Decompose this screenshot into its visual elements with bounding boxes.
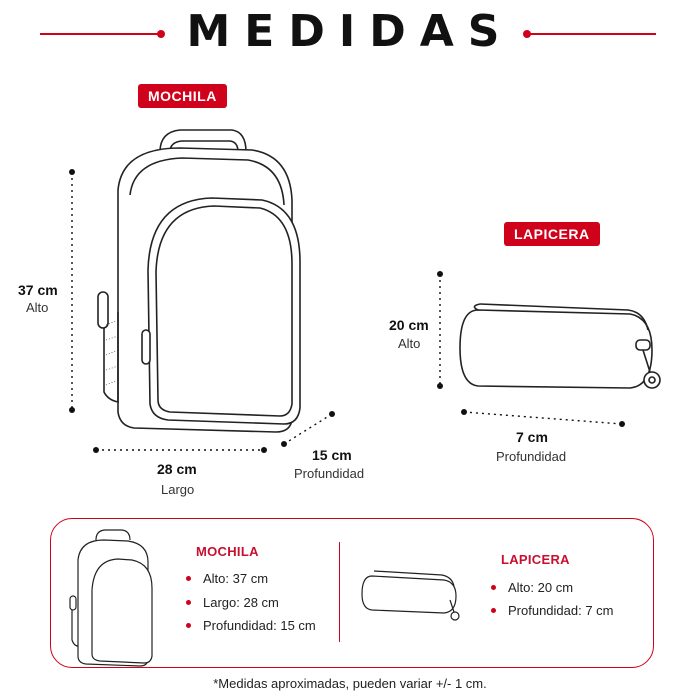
footnote: *Medidas aproximadas, pueden variar +/- 1 cm.	[213, 676, 487, 691]
summary-backpack-item	[186, 595, 279, 610]
bullet-icon	[186, 600, 191, 605]
backpack-depth-value: 15 cm	[312, 447, 352, 463]
summary-backpack-heading: MOCHILA	[196, 544, 259, 559]
pencil-depth-value: 7 cm	[516, 429, 548, 445]
backpack-height-value: 37 cm	[18, 282, 58, 298]
pencil-depth-label: Profundidad	[496, 449, 567, 464]
bullet-icon	[491, 585, 496, 590]
summary-pencil-item	[491, 580, 573, 595]
backpack-thumbnail	[70, 530, 152, 666]
summary-backpack-item	[186, 618, 316, 633]
pencil-case-tag: LAPICERA	[504, 222, 600, 246]
bullet-icon	[186, 576, 191, 581]
backpack-width-value: 28 cm	[157, 461, 197, 477]
bullet-icon	[491, 608, 496, 613]
backpack-tag: MOCHILA	[138, 84, 227, 108]
backpack-height-label: Alto	[26, 300, 49, 315]
summary-pencil-item-text: Alto: 20 cm	[508, 580, 574, 595]
backpack-depth-label: Profundidad	[294, 466, 365, 481]
bullet-icon	[186, 623, 191, 628]
pencil-thumbnail	[362, 571, 459, 620]
summary-backpack-item	[186, 571, 268, 586]
pencil-height-value: 20 cm	[389, 317, 429, 333]
summary-backpack-item-text: Alto: 37 cm	[203, 571, 269, 586]
page-title: MEDIDAS	[186, 6, 514, 57]
summary-pencil-item	[491, 603, 614, 618]
backpack-width-label: Largo	[161, 482, 195, 497]
summary-backpack-item-text: Largo: 28 cm	[203, 595, 279, 610]
pencil-height-label: Alto	[398, 336, 421, 351]
summary-pencil-heading: LAPICERA	[501, 552, 570, 567]
summary-backpack-item-text: Profundidad: 15 cm	[203, 618, 316, 633]
summary-divider	[339, 542, 340, 642]
summary-pencil-item-text: Profundidad: 7 cm	[508, 603, 614, 618]
